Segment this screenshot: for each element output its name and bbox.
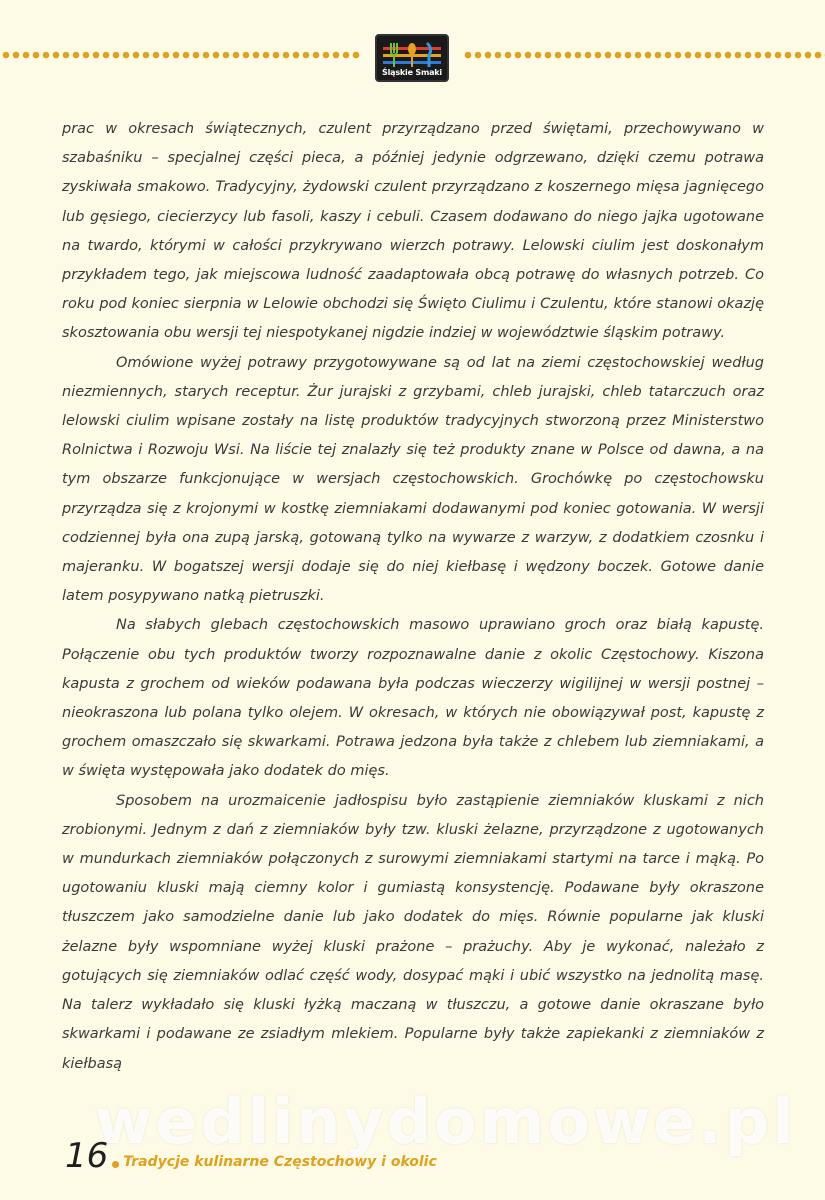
running-title: Tradycje kulinarne Częstochowy i okolic xyxy=(123,1154,437,1171)
paragraph-continuation: prac w okresach świątecznych, czulent przyrządzano przed świętami, przechowywano w szabaśniku – specjalnej części pieca, a później jedynie odgrzewano, dzięki czemu potrawa zyskiwała smakowo. Tradycyjny, żydowski czulent przyrządzano z koszernego mięsa jagnięcego lub gęsiego, ciecierzycy lub fasoli, kaszy i cebuli. Czasem dodawano do niego jajka ugotowane na twardo, którymi w całości przykrywano wierzch potrawy. Lelowski ciulim jest doskonałym przykładem tego, jak miejscowa ludność zaadaptowała obcą potrawę do własnych potrzeb. Co roku pod koniec sierpnia w Lelowie obchodzi się Święto Ciulimu i Czulentu, które stanowi okazję skosztowania obu wersji tej niespotykanej nigdzie indziej w województwie śląskim potrawy. xyxy=(62,121,764,342)
page-header xyxy=(0,28,825,88)
watermark: wedlinydomowe.pl xyxy=(95,1085,797,1158)
page-footer xyxy=(65,1136,437,1176)
cutlery-icon xyxy=(383,41,441,69)
page-number: 16 xyxy=(65,1136,109,1176)
dotted-rule-left xyxy=(0,50,362,60)
logo-text: Śląskie Smaki xyxy=(382,68,442,77)
paragraph: Omówione wyżej potrawy przygotowywane są od lat na ziemi częstochowskiej według niezmiennych, starych receptur. Żur jurajski z grzybami, chleb jurajski, chleb tatarczuch oraz lelowski ciulim wpisane zostały na listę produktów tradycyjnych stworzoną przez Ministerstwo Rolnictwa i Rozwoju Wsi. Na liście tej znalazły się też produkty znane w Polsce od dawna, a na tym obszarze funkcjonujące w wersjach częstochowskich. Grochówkę po częstochowsku przyrządza się z krojonymi w kostkę ziemniakami dodawanymi pod koniec gotowania. W wersji codziennej była ona zupą jarską, gotowaną tylko na wywarze z warzyw, z dodatkiem czosnku i majeranku. W bogatszej wersji dodaje się do niej kiełbasę i wędzony boczek. Gotowe danie latem posypywano natką pietruszki. xyxy=(62,354,764,605)
article-body xyxy=(62,115,764,1079)
bullet-dot xyxy=(112,1161,119,1168)
paragraph: Na słabych glebach częstochowskich masowo uprawiano groch oraz białą kapustę. Połączenie obu tych produktów tworzy rozpoznawalne danie z okolic Częstochowy. Kiszona kapusta z grochem od wieków podawana była podczas wieczerzy wigilijnej w wersji postnej – nieokraszona lub polana tylko olejem. W okresach, w których nie obowiązywał post, kapustę z grochem omaszczało się skwarkami. Potrawa jedzona była także z chlebem lub ziemniakami, a w święta występowała jako dodatek do mięs. xyxy=(62,617,764,780)
slaskie-smaki-logo xyxy=(375,34,449,82)
paragraph: Sposobem na urozmaicenie jadłospisu było zastąpienie ziemniaków kluskami z nich zrobionymi. Jednym z dań z ziemniaków były tzw. kluski żelazne, przyrządzone z ugotowanych w mundurkach ziemniaków połączonych z surowymi ziemniakami startymi na tarce i mąką. Po ugotowaniu kluski mają ciemny kolor i gumiastą konsystencję. Podawane były okraszone tłuszczem jako samodzielne danie lub jako dodatek do mięs. Równie popularne jak kluski żelazne były wspomniane wyżej kluski prażone – prażuchy. Aby je wykonać, należało z gotujących się ziemniaków odlać część wody, dosypać mąki i ubić wszystko na jednolitą masę. Na talerz wykładało się kluski łyżką maczaną w tłuszczu, a gotowe danie okraszane było skwarkami i podawane ze zsiadłym mlekiem. Popularne były także zapiekanki z ziemniaków z kiełbasą xyxy=(62,792,764,1072)
dotted-rule-right xyxy=(462,50,825,60)
